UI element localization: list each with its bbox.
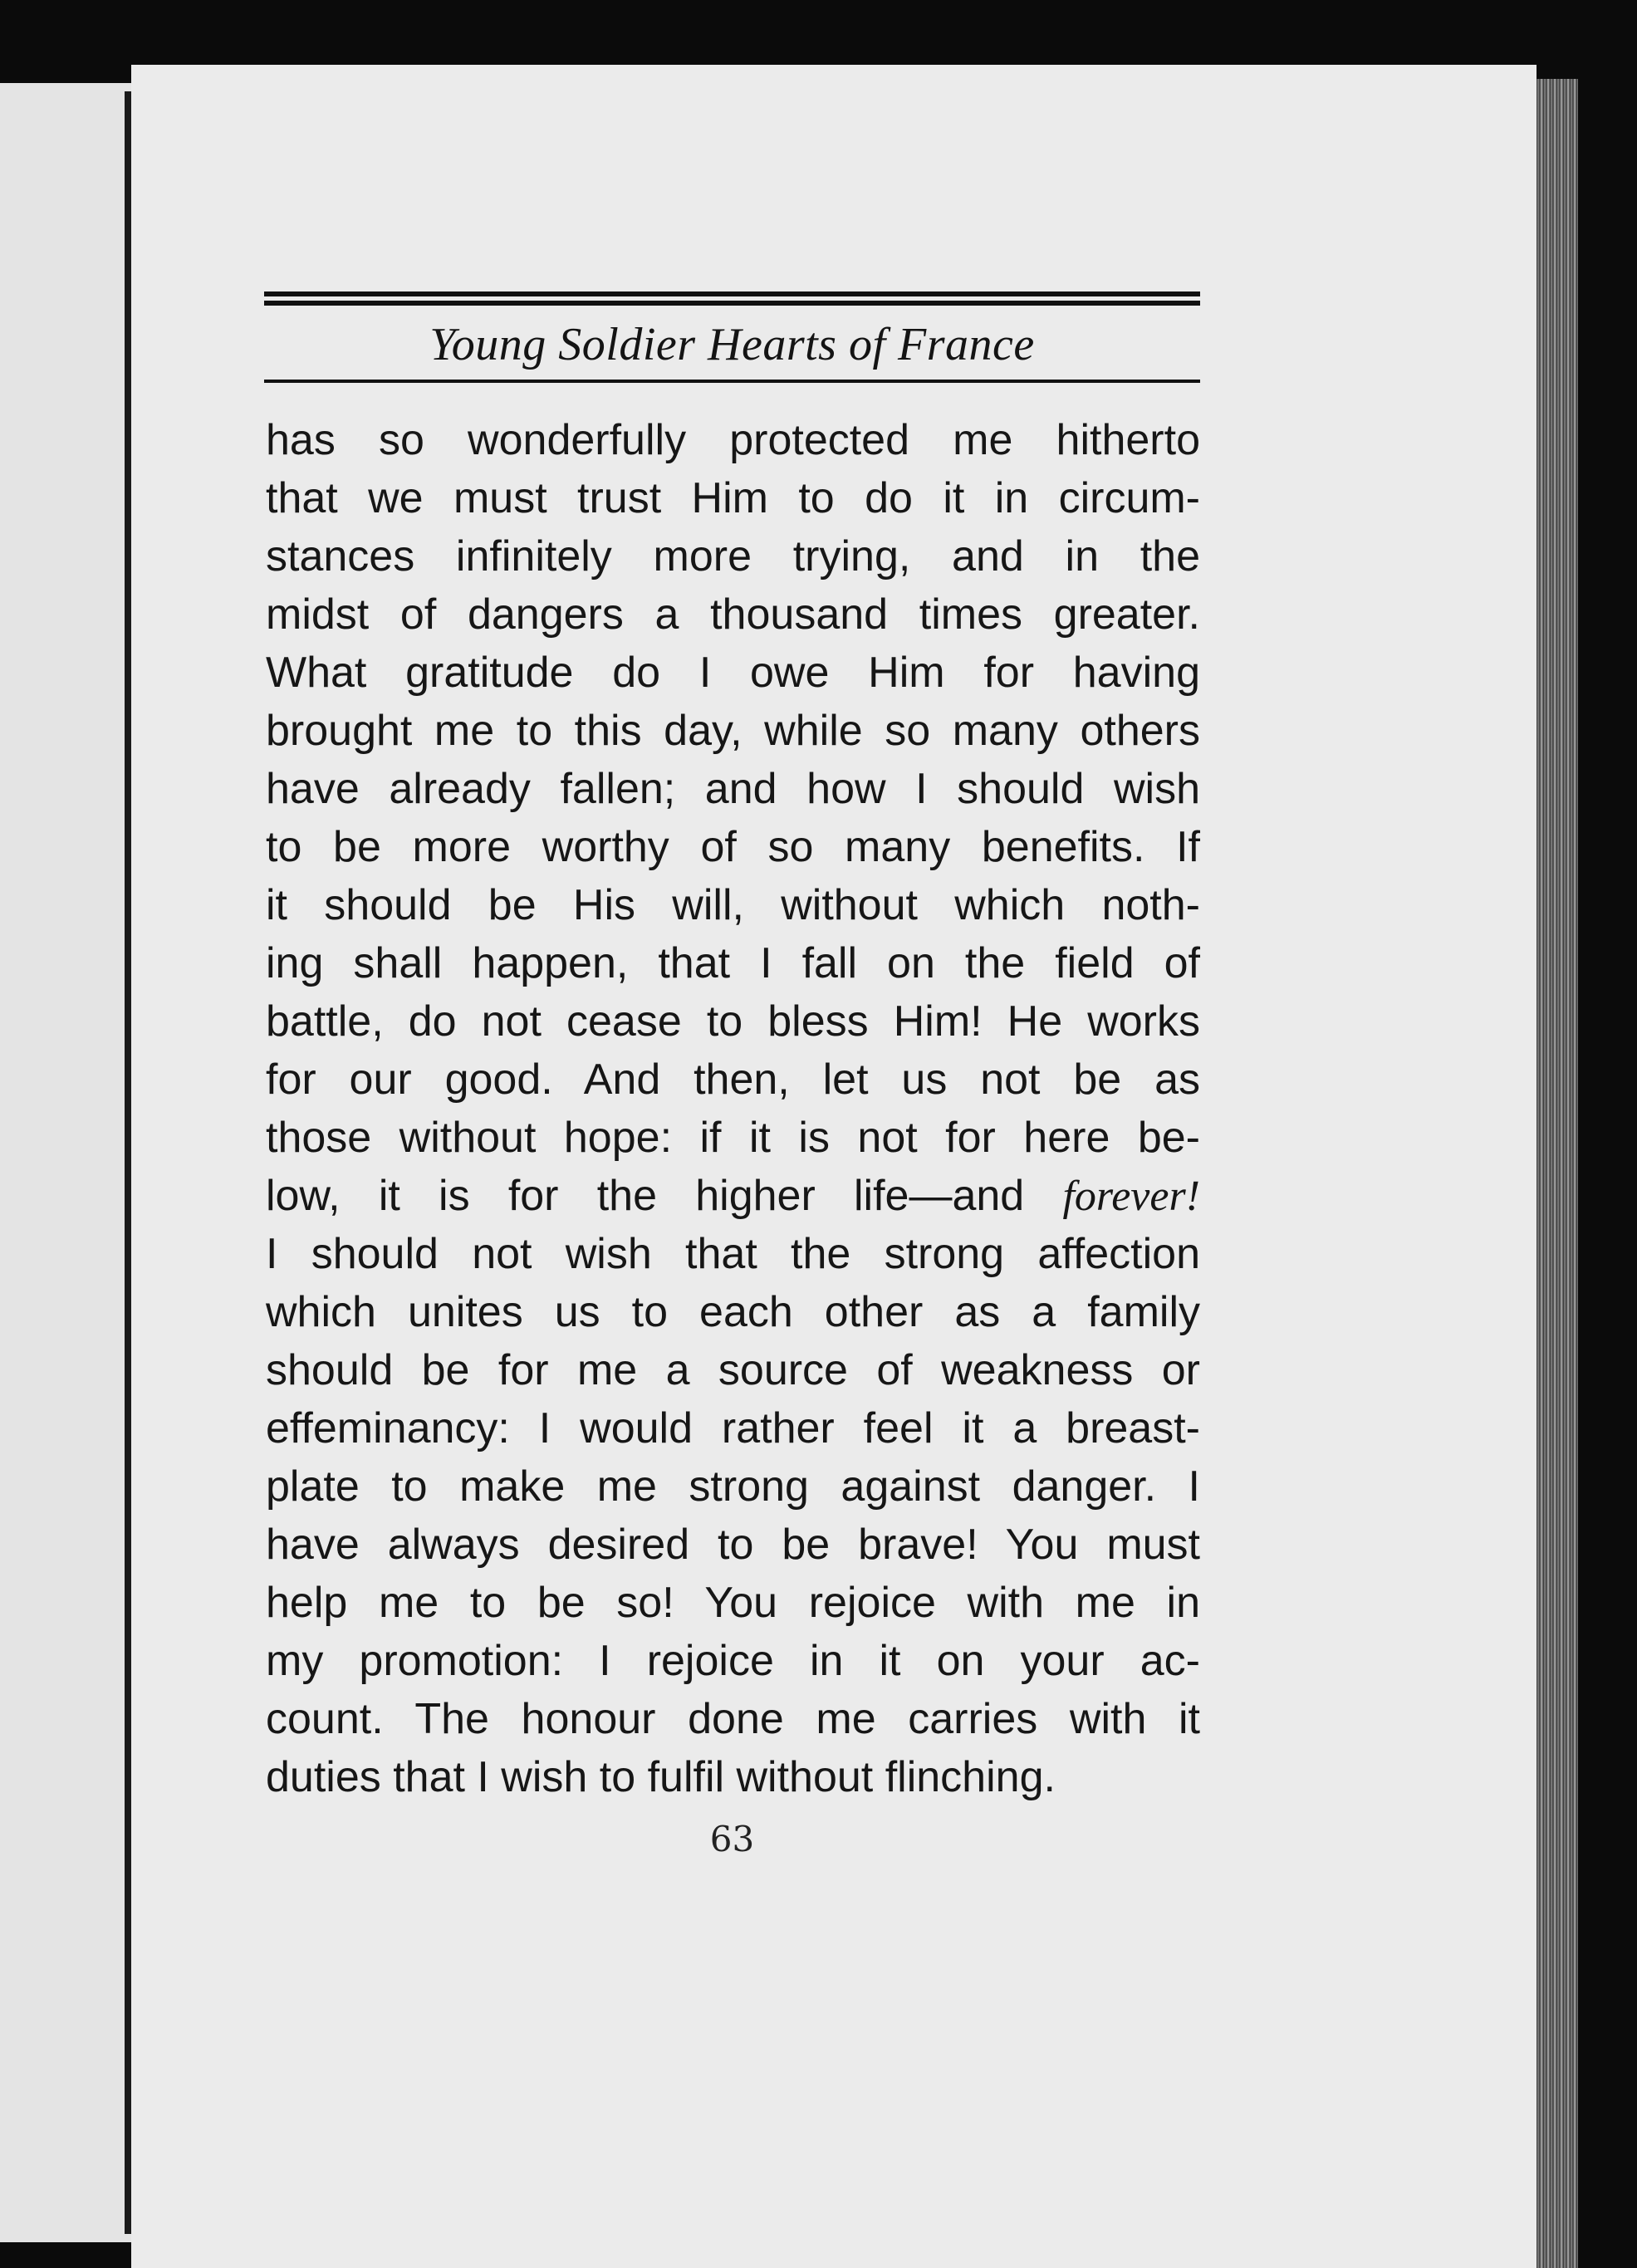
text-line: I should not wish that the strong affection	[266, 1230, 1200, 1278]
text-line: should be for me a source of weakness or	[266, 1346, 1200, 1394]
text-line: my promotion: I rejoice in it on your ac-	[266, 1637, 1200, 1685]
header-rule-second	[264, 301, 1200, 306]
text-line: midst of dangers a thousand times greater.	[266, 590, 1200, 639]
text-line: battle, do not cease to bless Him! He works	[266, 997, 1200, 1046]
text-line: have already fallen; and how I should wish	[266, 765, 1200, 813]
text-line: to be more worthy of so many benefits. If	[266, 823, 1200, 871]
header-rule-bottom	[264, 380, 1200, 383]
running-head: Young Soldier Hearts of France	[429, 319, 1035, 370]
text-line: help me to be so! You rejoice with me in	[266, 1579, 1200, 1627]
page-stack-edge	[1537, 79, 1578, 2268]
text-line-part: low, it is for the higher life—and	[266, 1172, 1063, 1220]
page-number: 63	[709, 1819, 755, 1859]
left-page-sliver	[0, 83, 133, 2242]
text-line: What gratitude do I owe Him for having	[266, 649, 1200, 697]
header-rule-top	[264, 291, 1200, 296]
text-line: that we must trust Him to do it in circum-	[266, 474, 1200, 522]
text-line: it should be His will, without which noth-	[266, 881, 1200, 929]
text-line: count. The honour done me carries with it	[266, 1695, 1200, 1743]
text-line-with-italic	[266, 1167, 1200, 1225]
body-text	[266, 411, 1200, 1806]
text-line: those without hope: if it is not for here be-	[266, 1114, 1200, 1162]
text-line: stances infinitely more trying, and in the	[266, 532, 1200, 580]
text-line: which unites us to each other as a family	[266, 1288, 1200, 1336]
text-line: brought me to this day, while so many others	[266, 707, 1200, 755]
text-line: duties that I wish to fulfil without flinching.	[266, 1753, 1056, 1801]
text-line: for our good. And then, let us not be as	[266, 1056, 1200, 1104]
italic-word: forever!	[1062, 1173, 1200, 1220]
text-line: effeminancy: I would rather feel it a breast-	[266, 1404, 1200, 1452]
text-line: have always desired to be brave! You must	[266, 1521, 1200, 1569]
text-line: ing shall happen, that I fall on the field of	[266, 939, 1200, 987]
text-line: has so wonderfully protected me hitherto	[266, 416, 1200, 464]
text-line: plate to make me strong against danger. I	[266, 1462, 1200, 1511]
left-page-edge	[125, 91, 131, 2234]
